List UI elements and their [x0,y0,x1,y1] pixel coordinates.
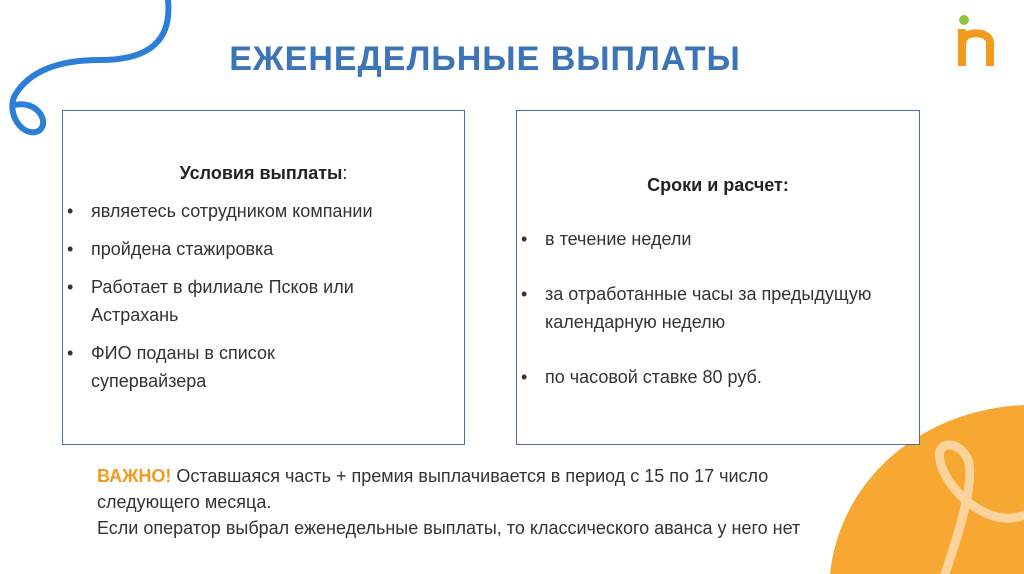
important-label: ВАЖНО! [97,466,172,486]
bullet-icon: • [67,277,74,297]
list-item [63,197,458,225]
bullet-icon: • [521,284,528,304]
list-item [63,339,458,395]
conditions-list [63,197,458,405]
list-item [517,363,917,391]
list-item-text: пройдена стажировка [91,239,274,259]
bullet-icon: • [521,229,528,249]
note-paragraph-1 [97,463,877,515]
timing-card [516,110,920,445]
important-note [97,463,877,541]
bullet-icon: • [67,343,74,363]
list-item-text: ФИО поданы в список супервайзера [91,343,275,391]
list-item-text: по часовой ставке 80 руб. [545,367,762,387]
conditions-heading-text: Условия выплаты [179,163,343,183]
conditions-heading-colon: : [342,163,348,183]
note-text-1: Оставшаяся часть + премия выплачивается в период с 15 по 17 число следующего месяца. [97,466,769,512]
list-item-text: являетесь сотрудником компании [91,201,373,221]
conditions-card [62,110,465,445]
list-item [63,235,458,263]
note-text-2: Если оператор выбрал еженедельные выплаты, то классического аванса у него нет [97,518,801,538]
list-item-text: Работает в филиале Псков или Астрахань [91,277,354,325]
bullet-icon: • [67,239,74,259]
list-item [517,280,917,336]
page-title: ЕЖЕНЕДЕЛЬНЫЕ ВЫПЛАТЫ [229,40,741,78]
list-item [63,273,458,329]
bullet-icon: • [521,367,528,387]
timing-heading: Сроки и расчет: [647,175,789,195]
list-item-text: за отработанные часы за предыдущую календарную неделю [545,284,872,332]
timing-list [517,225,917,391]
bullet-icon: • [67,201,74,221]
conditions-heading [63,163,464,184]
list-item-text: в течение недели [545,229,692,249]
list-item [517,225,917,253]
